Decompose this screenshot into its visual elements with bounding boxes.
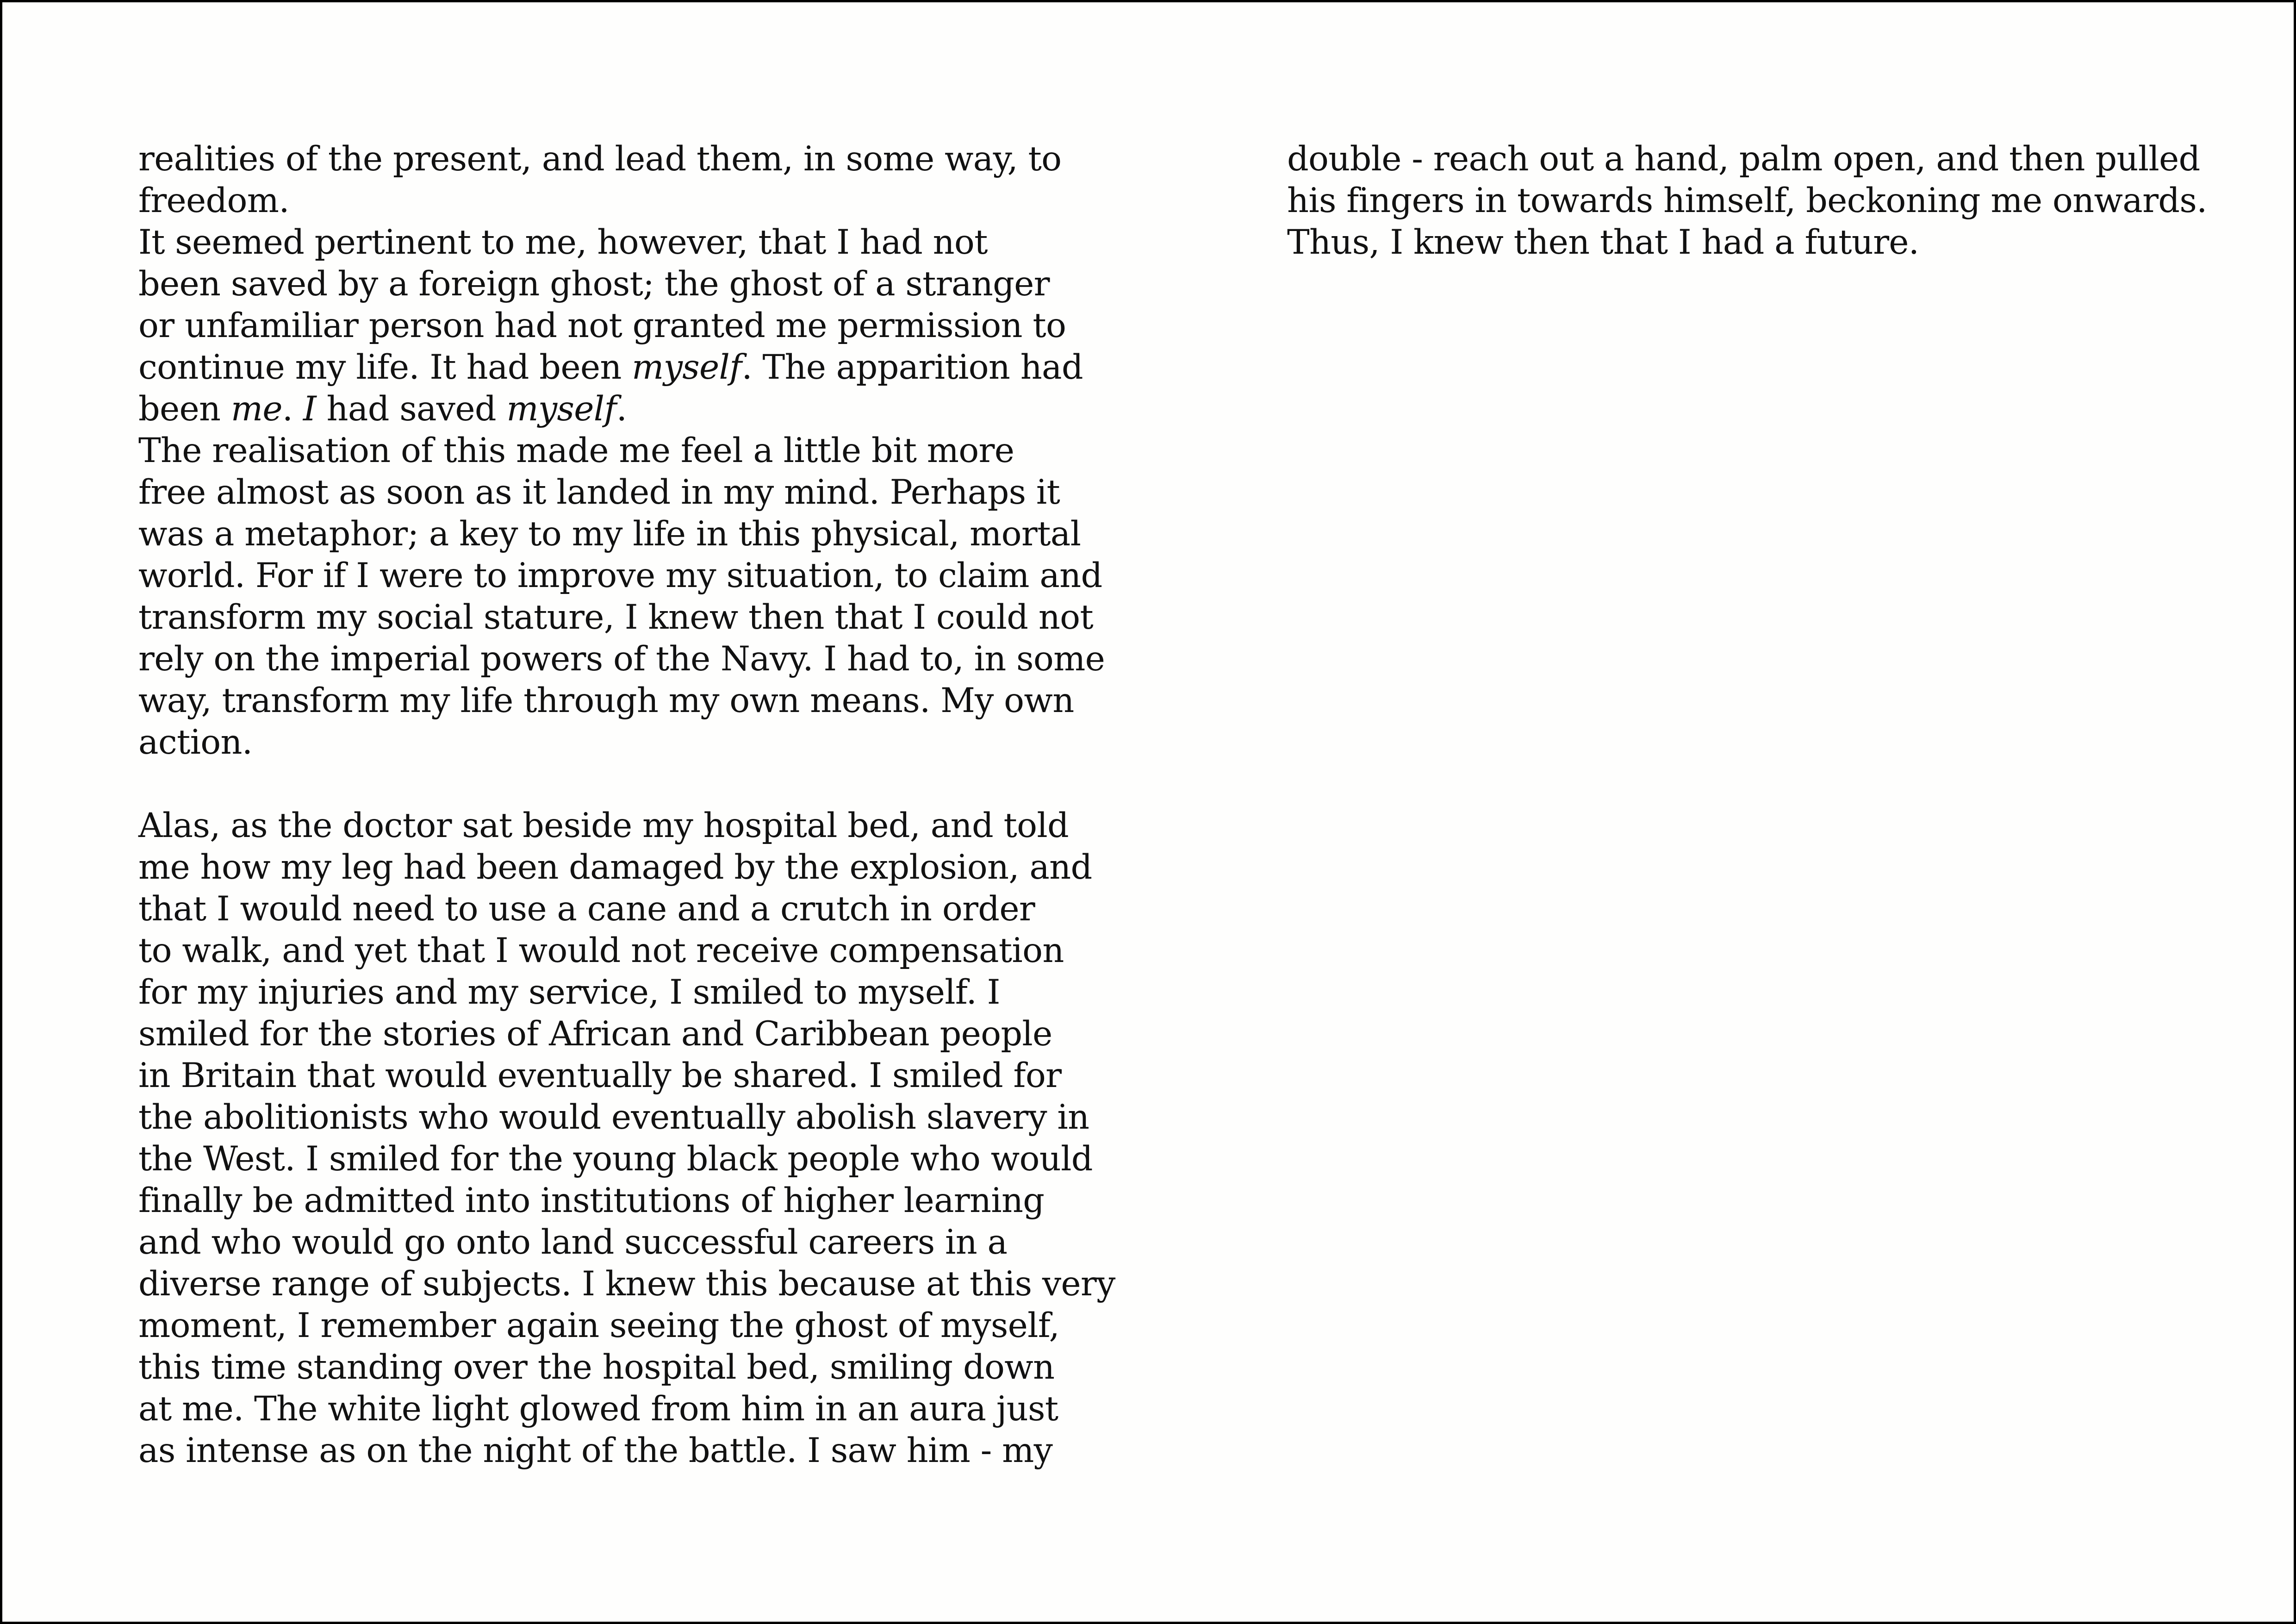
text-line: finally be admitted into institutions of higher learning	[138, 1181, 1045, 1220]
text-line: or unfamiliar person had not granted me permission to	[138, 306, 1066, 345]
right-page-text	[1287, 138, 2207, 263]
text-line: at me. The white light glowed from him in an aura just	[138, 1389, 1058, 1429]
text-line: the West. I smiled for the young black people who would	[138, 1139, 1093, 1179]
text-line: transform my social stature, I knew then that I could not	[138, 598, 1094, 637]
text-line: It seemed pertinent to me, however, that I had not	[138, 223, 988, 262]
text-line: for my injuries and my service, I smiled to myself. I	[138, 973, 1000, 1012]
text-line: been saved by a foreign ghost; the ghost of a stranger	[138, 264, 1050, 304]
text-line: the abolitionists who would eventually abolish slavery in	[138, 1098, 1089, 1137]
text-run: continue my life. It had been	[138, 348, 632, 387]
text-line: as intense as on the night of the battle. I saw him - my	[138, 1431, 1053, 1470]
text-run: had saved	[316, 389, 507, 429]
text-line: rely on the imperial powers of the Navy. I had to, in some	[138, 639, 1105, 679]
left-page-text	[138, 138, 1115, 1472]
text-line: The realisation of this made me feel a little bit more	[138, 431, 1014, 470]
text-line: world. For if I were to improve my situation, to claim and	[138, 556, 1102, 595]
text-line: smiled for the stories of African and Caribbean people	[138, 1014, 1052, 1054]
italic-run: myself	[632, 348, 742, 387]
text-line: Alas, as the doctor sat beside my hospital bed, and told	[138, 806, 1069, 845]
italic-run: I	[303, 389, 317, 429]
text-line: was a metaphor; a key to my life in this physical, mortal	[138, 514, 1081, 554]
paragraph-break	[138, 763, 1115, 805]
text-line: double - reach out a hand, palm open, and then pulled	[1287, 139, 2200, 179]
text-run: .	[282, 389, 303, 429]
text-line: Thus, I knew then that I had a future.	[1287, 223, 1919, 262]
text-line: diverse range of subjects. I knew this because at this very	[138, 1264, 1115, 1304]
text-line: and who would go onto land successful careers in a	[138, 1223, 1008, 1262]
text-line	[138, 388, 1115, 430]
text-line: in Britain that would eventually be shared. I smiled for	[138, 1056, 1062, 1095]
text-line: that I would need to use a cane and a crutch in order	[138, 889, 1035, 929]
text-line: his fingers in towards himself, beckoning me onwards.	[1287, 181, 2207, 220]
italic-run: myself	[506, 389, 616, 429]
text-line: way, transform my life through my own means. My own	[138, 681, 1074, 720]
italic-run: me	[230, 389, 282, 429]
text-line: moment, I remember again seeing the ghost of myself,	[138, 1306, 1059, 1345]
text-line	[138, 347, 1115, 388]
text-run: .	[616, 389, 627, 429]
text-line: realities of the present, and lead them, in some way, to	[138, 139, 1062, 179]
text-line: to walk, and yet that I would not receive compensation	[138, 931, 1064, 970]
text-line: freedom.	[138, 181, 289, 220]
text-line: me how my leg had been damaged by the explosion, and	[138, 848, 1092, 887]
text-run: been	[138, 389, 231, 429]
text-line: this time standing over the hospital bed, smiling down	[138, 1348, 1055, 1387]
text-run: . The apparition had	[741, 348, 1083, 387]
text-line: action.	[138, 723, 253, 762]
text-line: free almost as soon as it landed in my mind. Perhaps it	[138, 473, 1060, 512]
